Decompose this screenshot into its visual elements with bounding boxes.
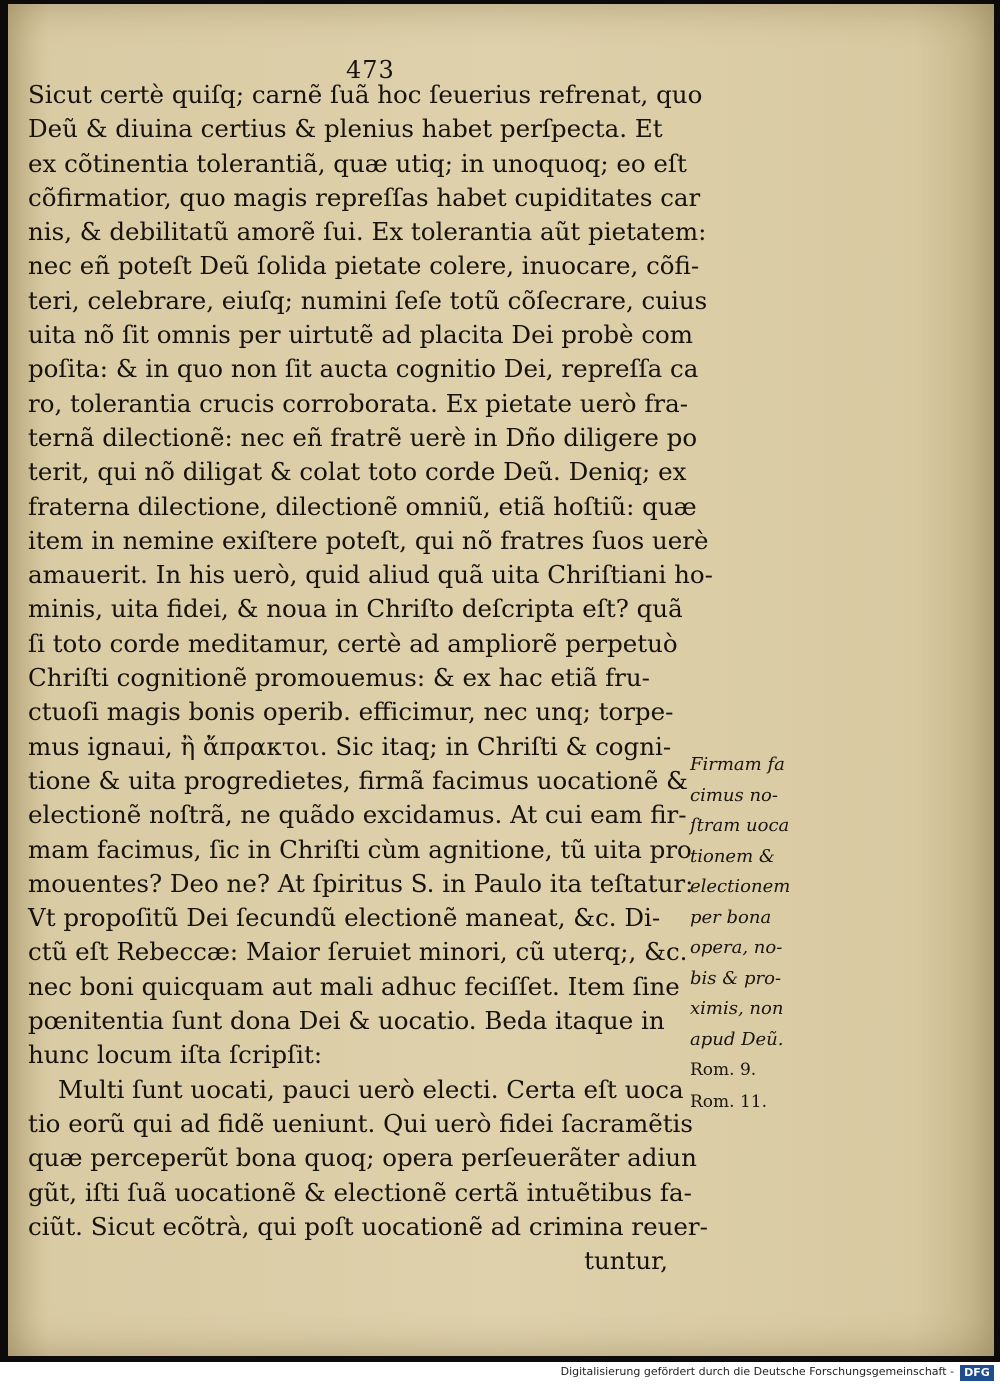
text-line: ternã dilectionẽ: nec eñ fratrẽ uerè in Dño diligere po (28, 422, 698, 452)
text-line: ciũt. Sicut ecõtrà, qui poſt uocationẽ ad crimina reuer- (28, 1211, 708, 1241)
text-line: mouentes? Deo ne? At ſpiritus S. in Paulo ita teſtatur: (28, 868, 694, 898)
text-line: Multi ſunt uocati, pauci uerò electi. Certa eſt uoca (58, 1074, 684, 1104)
text-line: quæ perceperũt bona quoq; opera perſeuerãter adiun (28, 1143, 697, 1173)
margin-note-line: tionem & (690, 845, 775, 867)
text-line: teri, celebrare, eiuſq; numini ſeſe totũ cõſecrare, cuius (28, 285, 708, 315)
text-line: Vt propoſitũ Dei ſecundũ electionẽ maneat, &c. Di- (28, 903, 661, 933)
margin-references (690, 1054, 767, 1118)
text-line: minis, uita fidei, & noua in Chriſto deſcripta eſt? quã (28, 594, 683, 624)
text-line: ſi toto corde meditamur, certè ad ampliorẽ perpetuò (28, 628, 678, 658)
text-line: electionẽ noſtrã, ne quãdo excidamus. At cui eam fir- (28, 800, 687, 830)
main-text-block (28, 78, 718, 1278)
text-line: item in nemine exiſtere poteſt, qui nõ fratres ſuos uerè (28, 525, 709, 555)
text-line: hunc locum iſta ſcripſit: (28, 1040, 323, 1070)
margin-note-line: bis & pro- (690, 967, 782, 989)
funding-notice: Digitalisierung gefördert durch die Deutsche Forschungsgemeinschaft - (560, 1365, 954, 1378)
text-line: pœnitentia ſunt dona Dei & uocatio. Beda itaque in (28, 1006, 665, 1036)
margin-note (690, 750, 800, 1055)
text-line: poſita: & in quo non ſit aucta cognitio Dei, repreſſa ca (28, 354, 699, 384)
margin-note-line: cimus no- (690, 784, 778, 806)
text-line: amauerit. In his uerò, quid aliud quã uita Chriſtiani ho- (28, 560, 713, 590)
margin-note-line: Firmam fa (690, 754, 785, 775)
text-line: fraterna dilectione, dilectionẽ omniũ, etiã hoſtiũ: quæ (28, 491, 697, 521)
text-line: ro, tolerantia crucis corroborata. Ex pietate uerò fra- (28, 388, 688, 418)
text-line: tio eorũ qui ad fidẽ ueniunt. Qui uerò fidei ſacramẽtis (28, 1108, 693, 1138)
text-line: ex cõtinentia tolerantiã, quæ utiq; in unoquoq; eo eſt (28, 148, 687, 178)
margin-reference: Rom. 9. (690, 1060, 757, 1080)
margin-note-line: ſtram uoca (690, 815, 790, 836)
margin-reference: Rom. 11. (690, 1092, 767, 1112)
text-line: mus ignaui, ἢ ἄπρακτοι. Sic itaq; in Chriſti & cogni- (28, 731, 672, 761)
text-line: tione & uita progredietes, firmã facimus uocationẽ & (28, 765, 688, 795)
margin-note-line: electionem (690, 876, 791, 897)
text-line: nec boni quicquam aut mali adhuc feciſſet. Item ſine (28, 971, 680, 1001)
margin-note-line: per bona (690, 906, 772, 928)
catchword: tuntur, (584, 1246, 668, 1276)
footer-bar (0, 1362, 1000, 1385)
text-line: ctuoſi magis bonis operib. efficimur, nec unq; torpe- (28, 697, 674, 727)
margin-note-line: apud Deũ. (690, 1028, 784, 1050)
text-line: cõfirmatior, quo magis repreſſas habet cupiditates car (28, 182, 701, 212)
text-line: uita nõ ſit omnis per uirtutẽ ad placita Dei probè com (28, 320, 694, 350)
margin-note-line: opera, no- (690, 937, 783, 958)
text-line: gũt, iſti ſuã uocationẽ & electionẽ certã intuẽtibus fa- (28, 1177, 692, 1207)
text-line: terit, qui nõ diligat & colat toto corde Deũ. Deniq; ex (28, 457, 687, 487)
text-line: mam facimus, ſic in Chriſti cùm agnitione, tũ uita pro (28, 834, 692, 864)
text-line: ctũ eſt Rebeccæ: Maior ſeruiet minori, cũ uterq;, &c. (28, 937, 688, 967)
page-number: 473 (346, 56, 395, 84)
text-line: nis, & debilitatũ amorẽ ſui. Ex tolerantia aũt pietatem: (28, 217, 707, 247)
dfg-logo: DFG (960, 1365, 994, 1381)
text-line: Deũ & diuina certius & plenius habet perſpecta. Et (28, 114, 663, 144)
margin-note-line: ximis, non (690, 998, 784, 1019)
text-line: nec eñ poteſt Deũ ſolida pietate colere, inuocare, cõfi- (28, 251, 700, 281)
text-line: Sicut certè quiſq; carnẽ ſuã hoc ſeuerius refrenat, quo (28, 80, 703, 109)
text-line: Chriſti cognitionẽ promouemus: & ex hac etiã fru- (28, 663, 650, 693)
